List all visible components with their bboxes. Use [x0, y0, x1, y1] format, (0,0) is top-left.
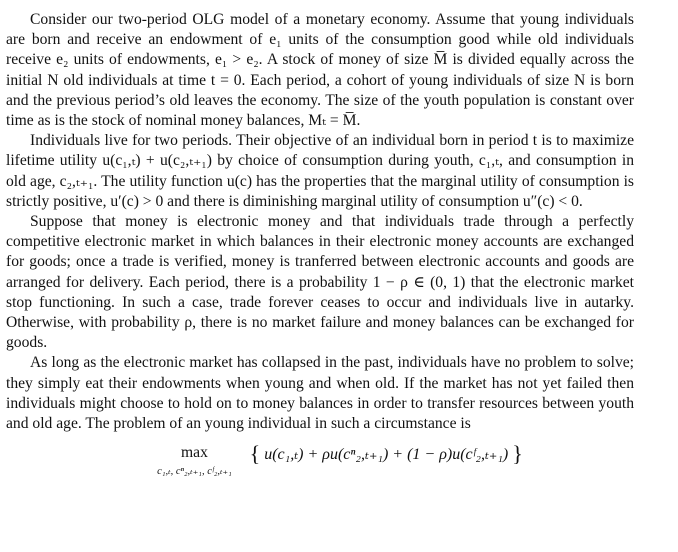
paragraph-3: Suppose that money is electronic money and that individuals trade through a perfectly competitive electronic market in which balances in their electronic money accounts are exchanged for goods; once a trade is verified, money is tranferred between electronic accounts and goods are arranged for delivery. Each period, there is a probability 1 − ρ ∈ (0, 1) that the electronic market stop functioning. In such a case, trade forever ceases to occur and individuals live in autarky. Otherwise, with probability ρ, there is no market failure and money balances can be exchanged for goods. — [6, 213, 634, 352]
paragraph-1: Consider our two-period OLG model of a monetary economy. Assume that young individuals are born and receive an endowment of e₁ units of the consumption good while old individuals receive e₂ units of endowments, e₁ > e₂. A stock of money of size M̅ is divided equally across the initial N old individuals at time t = 0. Each period, a cohort of young individuals of size N is born and the previous period’s old leaves the economy. The size of the youth population is constant over time as is the stock of nominal money balances, Mₜ = M̅. — [6, 11, 634, 130]
max-operator: max — [181, 444, 208, 462]
objective-expression — [249, 441, 523, 467]
maximization-equation — [46, 441, 634, 478]
paragraph-4: As long as the electronic market has collapsed in the past, individuals have no problem to solve; they simply eat their endowments when young and when old. If the market has not yet failed then individuals might choose to hold on to money balances in order to transfer resources between youth and old age. The problem of an young individual in such a circumstance is — [6, 354, 634, 433]
open-brace: { — [249, 441, 261, 467]
max-operator-block — [157, 444, 232, 478]
paragraph-2: Individuals live for two periods. Their objective of an individual born in period t is to maximize lifetime utility u(c₁,ₜ) + u(c₂,ₜ₊₁) by choice of consumption during youth, c₁,ₜ, and consumption in old age, c₂,ₜ₊₁. The utility function u(c) has the properties that the marginal utility of consumption is strictly positive, u′(c) > 0 and there is diminishing marginal utility of consumption u″(c) < 0. — [6, 132, 634, 210]
objective-text: u(c₁,ₜ) + ρu(cⁿ₂,ₜ₊₁) + (1 − ρ)u(cᶠ₂,ₜ₊₁) — [264, 446, 509, 464]
close-brace: } — [512, 441, 523, 467]
max-subscript: c₁,ₜ, cⁿ₂,ₜ₊₁, cᶠ₂,ₜ₊₁ — [157, 466, 232, 478]
